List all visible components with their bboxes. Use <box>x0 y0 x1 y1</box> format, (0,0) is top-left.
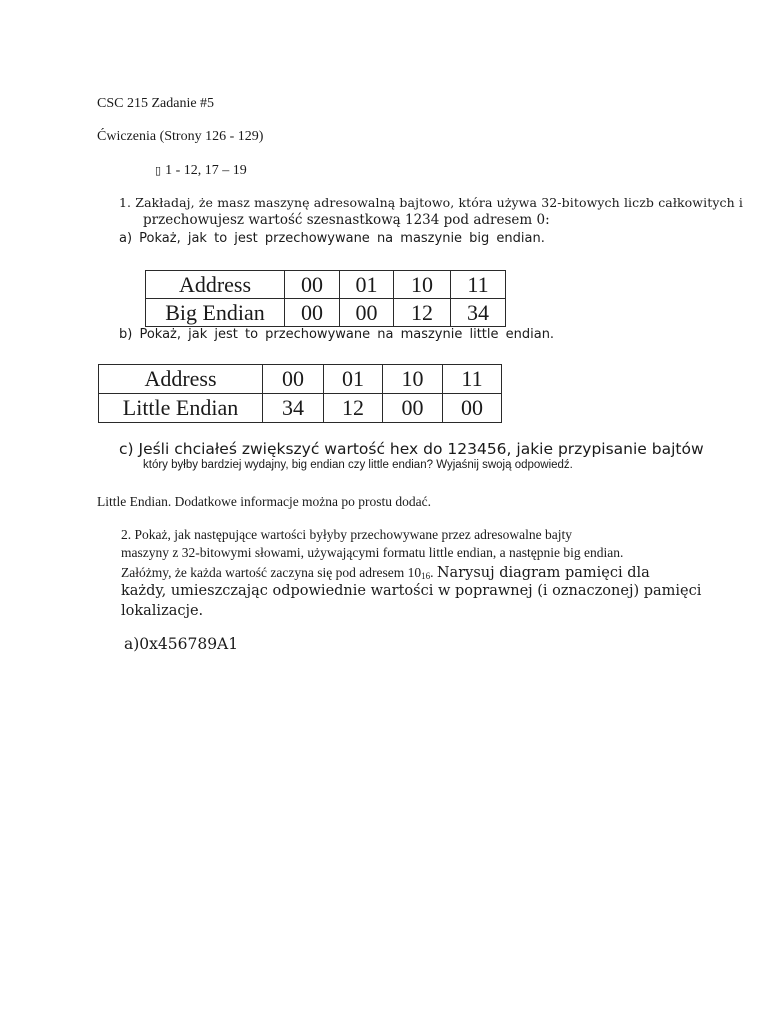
question-2-line-3-end: Narysuj diagram pamięci dla <box>436 565 650 581</box>
table-cell: 00 <box>285 271 340 299</box>
question-2-line-1: 2. Pokaż, jak następujące wartości byłyby przechowywane przez adresowalne bajty <box>121 527 572 542</box>
base-subscript: 16 <box>421 571 431 581</box>
question-1-line-1: 1. Zakładaj, że masz maszynę adresowalną bajtowo, która używa 32-bitowych liczb całkowitych i <box>119 195 743 210</box>
bullet-icon: ▯ <box>155 164 162 177</box>
table-cell: Little Endian <box>99 394 263 423</box>
question-1c-line-1: c) Jeśli chciałeś zwiększyć wartość hex do 123456, jakie przypisanie bajtów <box>119 440 704 458</box>
question-2-line-2: maszyny z 32-bitowymi słowami, używającymi formatu little endian, a następnie big endian. <box>121 545 624 560</box>
table-cell: 12 <box>324 394 383 423</box>
question-2-line-3 <box>121 565 650 581</box>
exercises-heading: Ćwiczenia (Strony 126 - 129) <box>97 129 264 144</box>
table-cell: 34 <box>263 394 324 423</box>
table-row <box>146 271 506 299</box>
question-2-line-3-start: Załóżmy, że każda wartość zaczyna się pod adresem 10 <box>121 565 422 580</box>
question-1a: a) Pokaż, jak to jest przechowywane na maszynie big endian. <box>119 231 545 246</box>
question-1-line-2: przechowujesz wartość szesnastkową 1234 pod adresem 0: <box>143 212 550 228</box>
table-cell: 11 <box>443 365 502 394</box>
table-row <box>99 365 502 394</box>
assignment-title: CSC 215 Zadanie #5 <box>97 96 215 111</box>
table-cell: Address <box>99 365 263 394</box>
question-2-line-5: lokalizacje. <box>121 603 204 619</box>
question-2-line-4: każdy, umieszczając odpowiednie wartości w poprawnej (i oznaczonej) pamięci <box>121 583 702 599</box>
table-cell: 10 <box>383 365 443 394</box>
table-cell: 12 <box>394 299 451 327</box>
table-cell: 10 <box>394 271 451 299</box>
table-cell: Big Endian <box>146 299 285 327</box>
table-cell: 01 <box>324 365 383 394</box>
answer-text: Little Endian. Dodatkowe informacje można po prostu dodać. <box>97 494 432 509</box>
table-cell: 00 <box>263 365 324 394</box>
table-cell: 00 <box>285 299 340 327</box>
question-1b: b) Pokaż, jak jest to przechowywane na maszynie little endian. <box>119 327 555 342</box>
big-endian-table <box>145 270 506 327</box>
exercise-range <box>155 163 247 179</box>
question-2-line-3-period: . <box>430 565 437 580</box>
question-2a: a)0x456789A1 <box>124 635 239 653</box>
question-1c-line-2: który byłby bardziej wydajny, big endian czy little endian? Wyjaśnij swoją odpowiedź. <box>143 459 573 471</box>
table-cell: 34 <box>451 299 506 327</box>
table-cell: 01 <box>340 271 394 299</box>
table-row <box>146 299 506 327</box>
table-cell: 00 <box>443 394 502 423</box>
little-endian-table <box>98 364 502 423</box>
table-cell: 00 <box>340 299 394 327</box>
table-row <box>99 394 502 423</box>
table-cell: 00 <box>383 394 443 423</box>
table-cell: Address <box>146 271 285 299</box>
table-cell: 11 <box>451 271 506 299</box>
exercise-range-text: 1 - 12, 17 – 19 <box>165 163 247 178</box>
